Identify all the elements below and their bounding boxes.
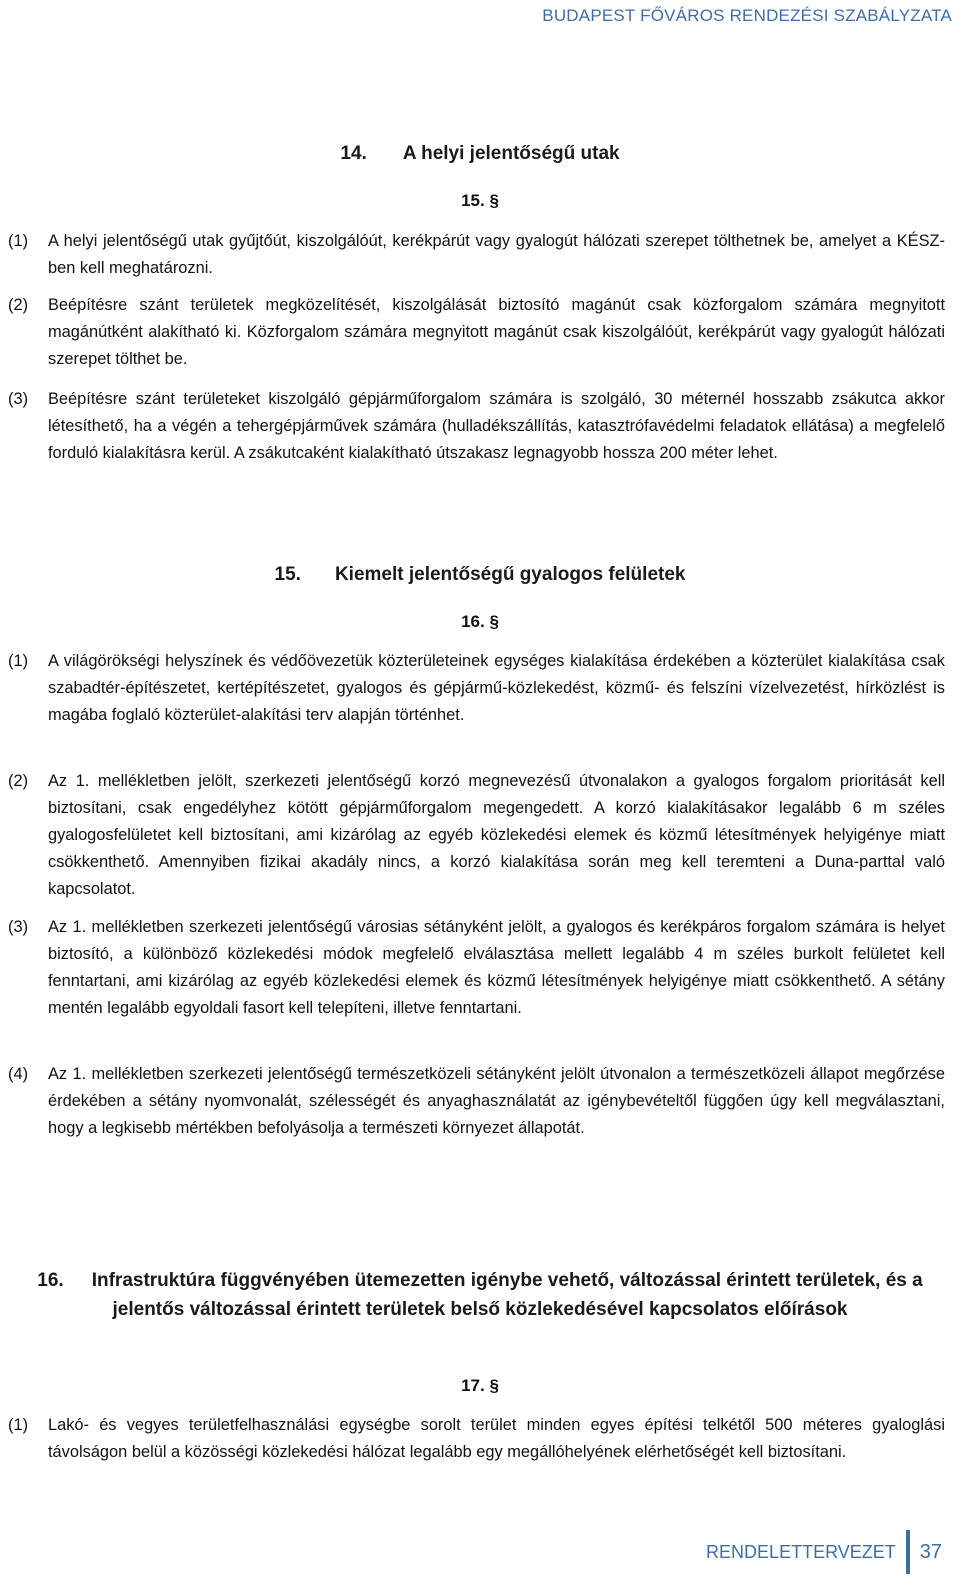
paragraph-item bbox=[10, 768, 945, 903]
item-text: Az 1. mellékletben jelölt, szerkezeti jelentőségű korzó megnevezésű útvonalakon a gyalogos forgalom prioritását kell biztosítani, csak engedélyhez kötött gépjárműforgalom megengedett. A korzó kialakításakor legalább 6 m széles gyalogosfelületet kell biztosítani, ami kizárólag az egyéb közlekedési elemek és közmű létesítmények helyigénye miatt csökkenthető. Amennyiben fizikai akadály nincs, a korzó kialakítása során meg kell teremteni a Duna-parttal való kapcsolatot. bbox=[48, 772, 945, 898]
item-label: (4) bbox=[8, 1065, 29, 1083]
paragraph-item bbox=[10, 228, 945, 282]
item-text: Az 1. mellékletben szerkezeti jelentőségű természetközeli sétányként jelölt útvonalon a természetközeli állapot megőrzése érdekében a sétány nyomvonalát, szélességét és anyaghasználatát az igénybevételtől függően úgy kell megválasztani, hogy a legkisebb mértékben befolyásolja a természeti környezet állapotát. bbox=[48, 1065, 945, 1137]
page-number: 37 bbox=[919, 1540, 942, 1563]
item-text: Lakó- és vegyes területfelhasználási egységbe sorolt terület minden egyes építési telkétől 500 méteres gyaloglási távolságon belül a közösségi közlekedési hálózat legalább egy megállóhelyének elérhetőségét kell biztosítani. bbox=[48, 1416, 945, 1461]
item-text: Beépítésre szánt területeket kiszolgáló gépjárműforgalom számára is szolgáló, 30 méternél hosszabb zsákutca akkor létesíthető, ha a végén a tehergépjárművek számára (hulladékszállítás, katasztrófavédelmi feladatok ellátása) a megfelelő forduló kialakításra kerül. A zsákutcaként kialakítható útszakasz legnagyobb hossza 200 méter lehet. bbox=[48, 390, 945, 462]
paragraph-item bbox=[10, 1061, 945, 1142]
footer-label: RENDELETTERVEZET bbox=[706, 1541, 896, 1562]
section-number: 15. bbox=[274, 564, 301, 585]
item-label: (3) bbox=[8, 918, 29, 936]
item-text: A helyi jelentőségű utak gyűjtőút, kiszolgálóút, kerékpárút vagy gyalogút hálózati szerepet tölthetnek be, amelyet a KÉSZ-ben kell meghatározni. bbox=[48, 232, 945, 277]
item-label: (2) bbox=[8, 772, 29, 790]
paragraph-item bbox=[10, 648, 945, 729]
section-heading bbox=[0, 1266, 960, 1324]
section-number: 16. bbox=[37, 1270, 64, 1291]
section-heading bbox=[0, 143, 960, 165]
item-label: (1) bbox=[8, 652, 29, 670]
section-title: Infrastruktúra függvényében ütemezetten igénybe vehető, változással érintett területek, és a jelentős változással érintett területek belső közlekedésével kapcsolatos előírások bbox=[91, 1270, 923, 1320]
item-text: Beépítésre szánt területek megközelítését, kiszolgálását biztosító magánút csak közforgalom számára megnyitott magánútként alakítható ki. Közforgalom számára megnyitott magánút csak kiszolgálóút, kerékpárút vagy gyalogút hálózati szerepet tölthet be. bbox=[48, 296, 945, 368]
page-header: BUDAPEST FŐVÁROS RENDEZÉSI SZABÁLYZATA bbox=[542, 6, 952, 25]
section-title: Kiemelt jelentőségű gyalogos felületek bbox=[334, 564, 686, 585]
paragraph-item bbox=[10, 386, 945, 467]
item-label: (1) bbox=[8, 232, 29, 250]
paragraph-item bbox=[10, 914, 945, 1022]
paragraph-sign: 15. § bbox=[461, 191, 499, 210]
item-label: (1) bbox=[8, 1416, 29, 1434]
item-label: (3) bbox=[8, 390, 29, 408]
item-text: Az 1. mellékletben szerkezeti jelentőségű városias sétányként jelölt, a gyalogos és kerékpáros forgalom számára is helyet biztosító, a különböző közlekedési módok megfelelő elválasztása mellett legalább 4 m széles burkolt felületet kell fenntartani, ami kizárólag az egyéb közlekedési elemek és közmű létesítmények helyigénye miatt csökkenthető. A sétány mentén legalább egyoldali fasort kell telepíteni, illetve fenntartani. bbox=[48, 918, 945, 1017]
paragraph-item bbox=[10, 1412, 945, 1466]
paragraph-item bbox=[10, 292, 945, 373]
page-footer bbox=[706, 1532, 942, 1572]
item-label: (2) bbox=[8, 296, 29, 314]
section-number: 14. bbox=[340, 143, 367, 164]
paragraph-sign: 16. § bbox=[461, 612, 499, 631]
paragraph-sign: 17. § bbox=[461, 1376, 499, 1395]
section-heading bbox=[0, 564, 960, 586]
item-text: A világörökségi helyszínek és védőövezetük közterületeinek egységes kialakítása érdekében a közterület kialakítása csak szabadtér-építészetet, kertépítészetet, gyalogos és gépjármű-közlekedést, közmű- és felszíni vízelvezetést, hírközlést is magába foglaló közterület-alakítási terv alapján történhet. bbox=[48, 652, 945, 724]
section-title: A helyi jelentőségű utak bbox=[402, 143, 620, 164]
